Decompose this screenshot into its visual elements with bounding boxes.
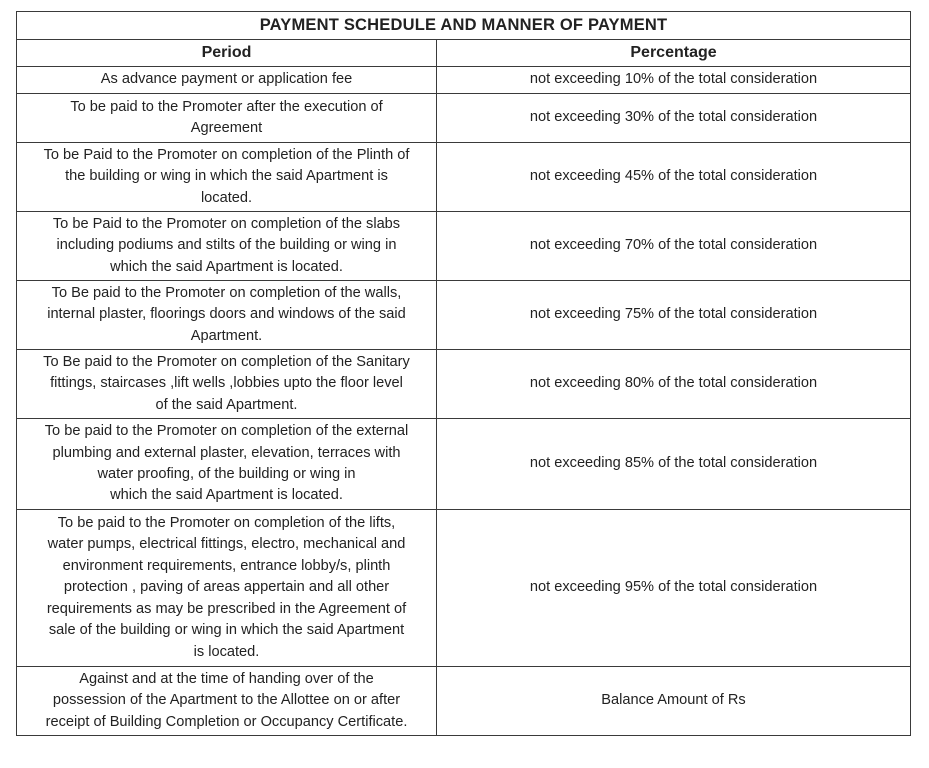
table-row — [17, 419, 911, 510]
column-header-percentage: Percentage — [437, 40, 911, 67]
table-row — [17, 281, 911, 350]
percentage-cell: Balance Amount of Rs — [437, 667, 911, 736]
table-row — [17, 143, 911, 212]
percentage-cell: not exceeding 95% of the total consideration — [437, 510, 911, 667]
period-cell: To Be paid to the Promoter on completion of the walls, internal plaster, floorings doors and windows of the said Apartment. — [17, 281, 437, 350]
title-row — [17, 12, 911, 40]
percentage-cell: not exceeding 75% of the total consideration — [437, 281, 911, 350]
percentage-cell: not exceeding 70% of the total consideration — [437, 212, 911, 281]
period-cell: To be paid to the Promoter after the execution of Agreement — [17, 94, 437, 143]
percentage-cell: not exceeding 45% of the total consideration — [437, 143, 911, 212]
period-cell: As advance payment or application fee — [17, 67, 437, 94]
percentage-cell: not exceeding 85% of the total consideration — [437, 419, 911, 510]
table-row — [17, 94, 911, 143]
period-cell: To Be paid to the Promoter on completion of the Sanitary fittings, staircases ,lift wells ,lobbies upto the floor level of the said Apartment. — [17, 350, 437, 419]
period-cell: Against and at the time of handing over of the possession of the Apartment to the Allottee on or after receipt of Building Completion or Occupancy Certificate. — [17, 667, 437, 736]
period-cell: To be Paid to the Promoter on completion of the slabs including podiums and stilts of the building or wing in which the said Apartment is located. — [17, 212, 437, 281]
table-row — [17, 667, 911, 736]
payment-schedule-table — [16, 11, 911, 736]
table-row — [17, 212, 911, 281]
table-row — [17, 350, 911, 419]
percentage-cell: not exceeding 30% of the total consideration — [437, 94, 911, 143]
period-cell: To be paid to the Promoter on completion of the lifts, water pumps, electrical fittings, electro, mechanical and environment requirements, entrance lobby/s, plinth protection , paving of areas appertain and all other requirements as may be prescribed in the Agreement of sale of the building or wing in which the said Apartment is located. — [17, 510, 437, 667]
header-row — [17, 40, 911, 67]
percentage-cell: not exceeding 80% of the total consideration — [437, 350, 911, 419]
column-header-period: Period — [17, 40, 437, 67]
table-row — [17, 67, 911, 94]
percentage-cell: not exceeding 10% of the total consideration — [437, 67, 911, 94]
period-cell: To be paid to the Promoter on completion of the external plumbing and external plaster, elevation, terraces with water proofing, of the building or wing in which the said Apartment is located. — [17, 419, 437, 510]
table-row — [17, 510, 911, 667]
table-title: PAYMENT SCHEDULE AND MANNER OF PAYMENT — [17, 12, 911, 40]
period-cell: To be Paid to the Promoter on completion of the Plinth of the building or wing in which the said Apartment is located. — [17, 143, 437, 212]
